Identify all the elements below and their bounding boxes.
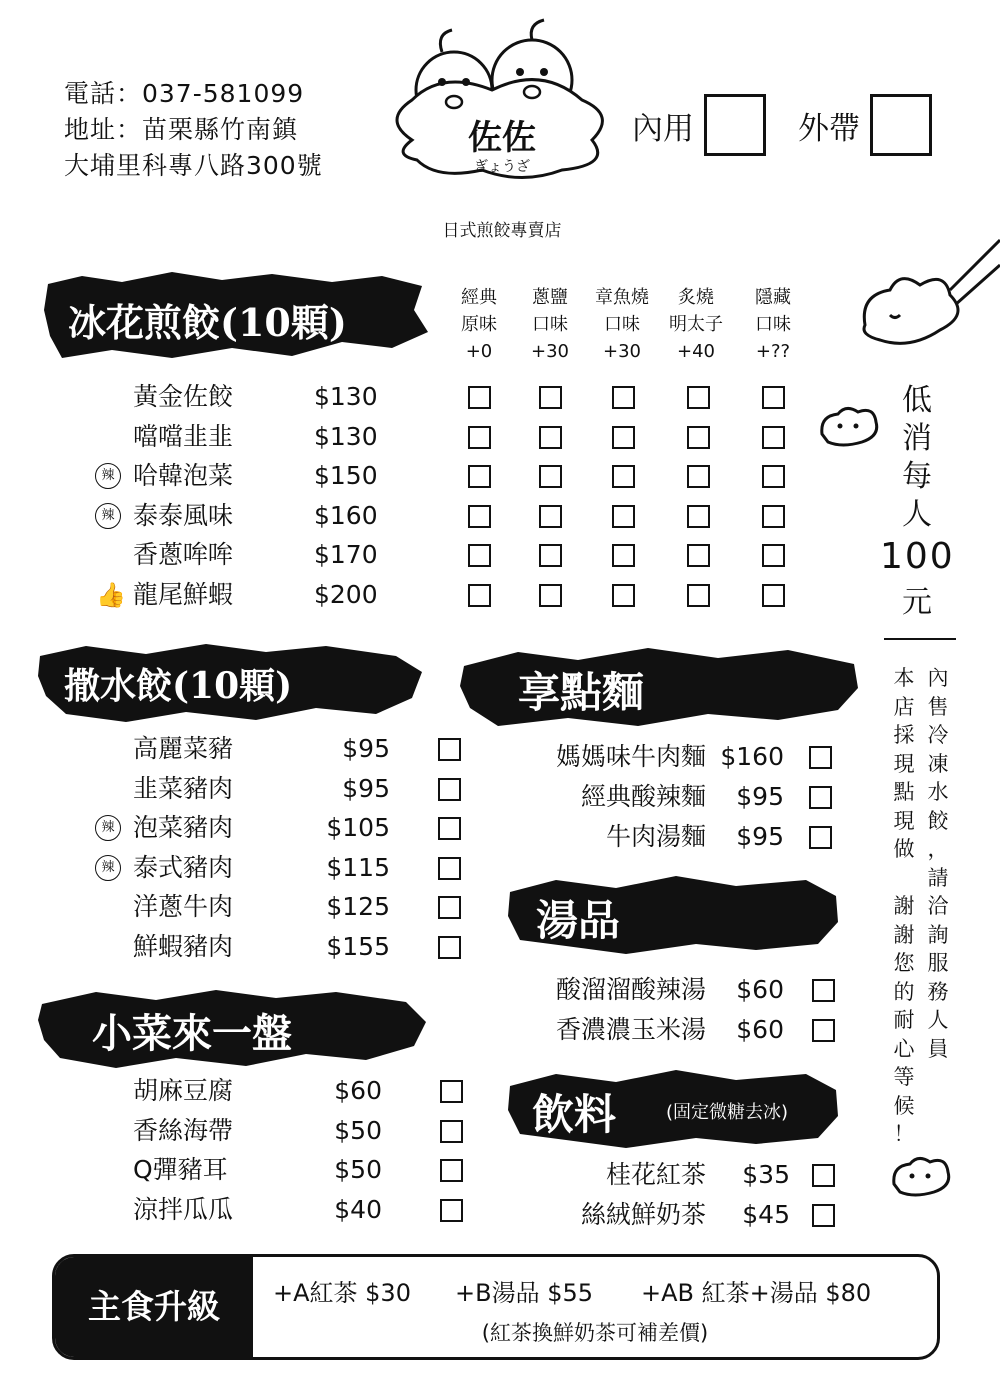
gyoza-doodle-icon: [818, 404, 880, 450]
menu-item-price: $170: [314, 540, 378, 569]
order-checkbox[interactable]: [762, 386, 785, 409]
menu-item-name: 洋蔥牛肉: [133, 892, 234, 921]
flavor-price: +30: [531, 341, 569, 362]
menu-item-price: $200: [314, 579, 378, 609]
minimum-char: 低: [902, 383, 932, 418]
order-checkbox[interactable]: [687, 465, 710, 488]
menu-item-name: 泡菜豬肉: [133, 813, 234, 842]
menu-item-name: 香蔥哞哞: [133, 540, 234, 569]
order-checkbox[interactable]: [687, 426, 710, 449]
flavor-name1: 蔥鹽: [532, 287, 568, 308]
menu-item-price: $60: [334, 1076, 382, 1105]
menu-item-name: 高麗菜豬: [133, 734, 234, 763]
menu-item-price: $50: [334, 1115, 382, 1145]
order-checkbox[interactable]: [812, 1019, 835, 1042]
made-to-order-notice: 本 店 採 現 點 現 做 謝 謝 您 的 耐 心 等 候 ！: [893, 666, 915, 1146]
menu-item-price: $105: [326, 813, 390, 842]
order-checkbox[interactable]: [539, 505, 562, 528]
order-checkbox[interactable]: [440, 1199, 463, 1222]
menu-item-name: 香濃濃玉米湯: [555, 1014, 706, 1044]
order-checkbox[interactable]: [440, 1159, 463, 1182]
spicy-badge: 辣: [95, 815, 121, 841]
drinks-header: [506, 1068, 842, 1152]
order-checkbox[interactable]: [612, 544, 635, 567]
flavor-name1: 炙燒: [678, 287, 714, 308]
menu-item-price: $150: [314, 461, 378, 490]
flavor-name2: 原味: [461, 314, 497, 335]
flavor-name1: 章魚燒: [595, 287, 649, 308]
order-checkbox[interactable]: [612, 505, 635, 528]
flavor-name2: 明太子: [669, 314, 723, 335]
menu-item-price: $115: [326, 852, 390, 882]
gyoza-doodle-icon: [890, 1152, 952, 1200]
menu-item-name: 泰泰風味: [133, 500, 234, 530]
minimum-charge: [880, 382, 954, 621]
menu-item-price: $95: [736, 782, 784, 811]
address-line-1: 地址：苗栗縣竹南鎮: [64, 115, 299, 144]
minimum-amount: 100: [880, 536, 955, 577]
order-checkbox[interactable]: [468, 584, 491, 607]
minimum-char: 每: [902, 459, 932, 494]
upgrade-option-a: +A紅茶 $30: [273, 1279, 411, 1307]
order-checkbox[interactable]: [539, 465, 562, 488]
order-checkbox[interactable]: [612, 386, 635, 409]
noodles-title: 享點麵: [518, 668, 645, 717]
spicy-badge: 辣: [95, 503, 121, 529]
shop-logo: [382, 10, 622, 240]
order-checkbox[interactable]: [438, 778, 461, 801]
menu-item-price: $130: [314, 382, 378, 411]
order-checkbox[interactable]: [468, 544, 491, 567]
order-checkbox[interactable]: [468, 386, 491, 409]
order-checkbox[interactable]: [762, 544, 785, 567]
upgrade-option-b: +B湯品 $55: [455, 1279, 594, 1307]
menu-item-name: 經典酸辣麵: [580, 782, 706, 811]
order-checkbox[interactable]: [438, 738, 461, 761]
order-checkbox[interactable]: [812, 979, 835, 1002]
menu-item-price: $95: [736, 822, 784, 851]
chopsticks-gyoza-icon: [855, 235, 1000, 365]
menu-item-price: $125: [326, 892, 390, 921]
menu-item-name: 黃金佐餃: [133, 382, 234, 411]
minimum-char: 人: [902, 497, 932, 532]
flavor-price: +30: [603, 341, 641, 362]
order-checkbox[interactable]: [809, 746, 832, 769]
menu-item-price: $45: [742, 1200, 790, 1229]
menu-item-name: 鮮蝦豬肉: [133, 931, 234, 961]
soup-title: 湯品: [536, 896, 621, 945]
menu-item-name: 涼拌瓜瓜: [133, 1194, 234, 1224]
minimum-unit: 元: [902, 585, 932, 620]
contact-info: [64, 76, 323, 184]
order-checkbox[interactable]: [612, 584, 635, 607]
order-checkbox[interactable]: [687, 544, 710, 567]
menu-item-price: $60: [736, 975, 784, 1004]
order-checkbox[interactable]: [687, 584, 710, 607]
menu-item-name: 泰式豬肉: [133, 852, 234, 882]
menu-item-name: 胡麻豆腐: [133, 1076, 234, 1105]
menu-item-price: $40: [334, 1194, 382, 1224]
boiled-dumplings-header: [36, 642, 428, 724]
takeout-label: 外帶: [798, 110, 860, 147]
order-checkbox[interactable]: [687, 386, 710, 409]
flavor-price: +0: [465, 341, 493, 362]
phone-text: 電話：037-581099: [64, 79, 305, 108]
ice-gyoza-header: [42, 270, 430, 362]
flavor-name2: 口味: [532, 314, 568, 335]
flavor-column-4: [728, 284, 818, 365]
brand-kana: ぎょうざ: [474, 159, 530, 175]
noodles-header: [458, 646, 864, 730]
takeout-option[interactable]: [798, 90, 932, 160]
order-checkbox[interactable]: [438, 936, 461, 959]
minimum-char: 消: [902, 421, 932, 456]
frozen-dumplings-notice: 內 售 冷 凍 水 餃 ， 請 洽 詢 服 務 人 員: [927, 666, 949, 1061]
menu-item-name: 桂花紅茶: [605, 1160, 706, 1189]
order-checkbox[interactable]: [612, 465, 635, 488]
order-checkbox[interactable]: [762, 465, 785, 488]
order-checkbox[interactable]: [809, 826, 832, 849]
dine-in-option[interactable]: [632, 90, 766, 160]
sides-title: 小菜來一盤: [92, 1010, 292, 1057]
spicy-badge: 辣: [95, 463, 121, 489]
menu-item-name: 噹噹韭韭: [133, 421, 234, 451]
order-checkbox[interactable]: [812, 1164, 835, 1187]
order-checkbox[interactable]: [539, 426, 562, 449]
menu-item-price: $160: [720, 742, 784, 771]
upgrade-label: 主食升級: [55, 1257, 253, 1357]
ice-gyoza-title: 冰花煎餃(10顆): [68, 300, 347, 345]
menu-item-price: $155: [326, 931, 390, 961]
menu-item-name: 媽媽味牛肉麵: [555, 742, 706, 771]
order-checkbox[interactable]: [812, 1204, 835, 1227]
order-checkbox[interactable]: [762, 505, 785, 528]
menu-item-name: 絲絨鮮奶茶: [580, 1200, 706, 1229]
order-checkbox[interactable]: [468, 426, 491, 449]
flavor-name1: 隱藏: [755, 287, 791, 308]
flavor-name1: 經典: [461, 287, 497, 308]
order-checkbox[interactable]: [539, 584, 562, 607]
order-checkbox[interactable]: [468, 465, 491, 488]
menu-item-name: Q彈豬耳: [133, 1155, 228, 1184]
drinks-title: 飲料: [532, 1090, 617, 1139]
divider-line: [884, 638, 956, 640]
address-line-2: 大埔里科專八路300號: [64, 151, 323, 180]
flavor-price: +??: [755, 341, 791, 362]
order-checkbox[interactable]: [440, 1080, 463, 1103]
menu-item-name: 韭菜豬肉: [133, 773, 234, 803]
order-checkbox[interactable]: [438, 857, 461, 880]
drinks-note: (固定微糖去冰): [666, 1102, 789, 1123]
menu-item-price: $60: [736, 1014, 784, 1044]
sides-header: [36, 988, 430, 1070]
menu-item-name: 酸溜溜酸辣湯: [555, 975, 706, 1004]
upgrade-option-ab: +AB 紅茶+湯品 $80: [641, 1279, 872, 1307]
spicy-badge: 辣: [95, 855, 121, 881]
boiled-dumplings-title: 撒水餃(10顆): [64, 665, 293, 707]
flavor-name2: 口味: [755, 314, 791, 335]
menu-item-price: $50: [334, 1155, 382, 1184]
menu-item-price: $95: [342, 734, 390, 763]
menu-item-name: 哈韓泡菜: [133, 461, 234, 490]
order-checkbox[interactable]: [809, 786, 832, 809]
order-checkbox[interactable]: [687, 505, 710, 528]
takeout-checkbox[interactable]: [870, 94, 932, 156]
order-checkbox[interactable]: [438, 817, 461, 840]
menu-item-price: $160: [314, 500, 378, 530]
menu-item-price: $130: [314, 421, 378, 451]
menu-item-name: 牛肉湯麵: [605, 822, 706, 851]
dine-in-label: 內用: [632, 110, 694, 147]
brand-tagline: 日式煎餃專賣店: [442, 221, 562, 241]
menu-item-name: 香絲海帶: [133, 1115, 234, 1145]
order-checkbox[interactable]: [440, 1120, 463, 1143]
menu-item-price: $95: [342, 773, 390, 803]
flavor-name2: 口味: [604, 314, 640, 335]
dine-in-checkbox[interactable]: [704, 94, 766, 156]
order-checkbox[interactable]: [539, 386, 562, 409]
flavor-price: +40: [677, 341, 715, 362]
thumbs-up-icon: 👍: [96, 581, 126, 609]
upgrade-note: (紅茶換鮮奶茶可補差價): [481, 1321, 709, 1345]
order-checkbox[interactable]: [762, 426, 785, 449]
upgrade-bar: [52, 1254, 940, 1360]
order-checkbox[interactable]: [612, 426, 635, 449]
brand-name: 佐佐: [468, 118, 536, 158]
soup-header: [506, 874, 842, 958]
order-checkbox[interactable]: [438, 896, 461, 919]
order-checkbox[interactable]: [468, 505, 491, 528]
order-checkbox[interactable]: [539, 544, 562, 567]
menu-item-price: $35: [742, 1160, 790, 1189]
order-checkbox[interactable]: [762, 584, 785, 607]
menu-item-name: 龍尾鮮蝦: [133, 579, 234, 609]
